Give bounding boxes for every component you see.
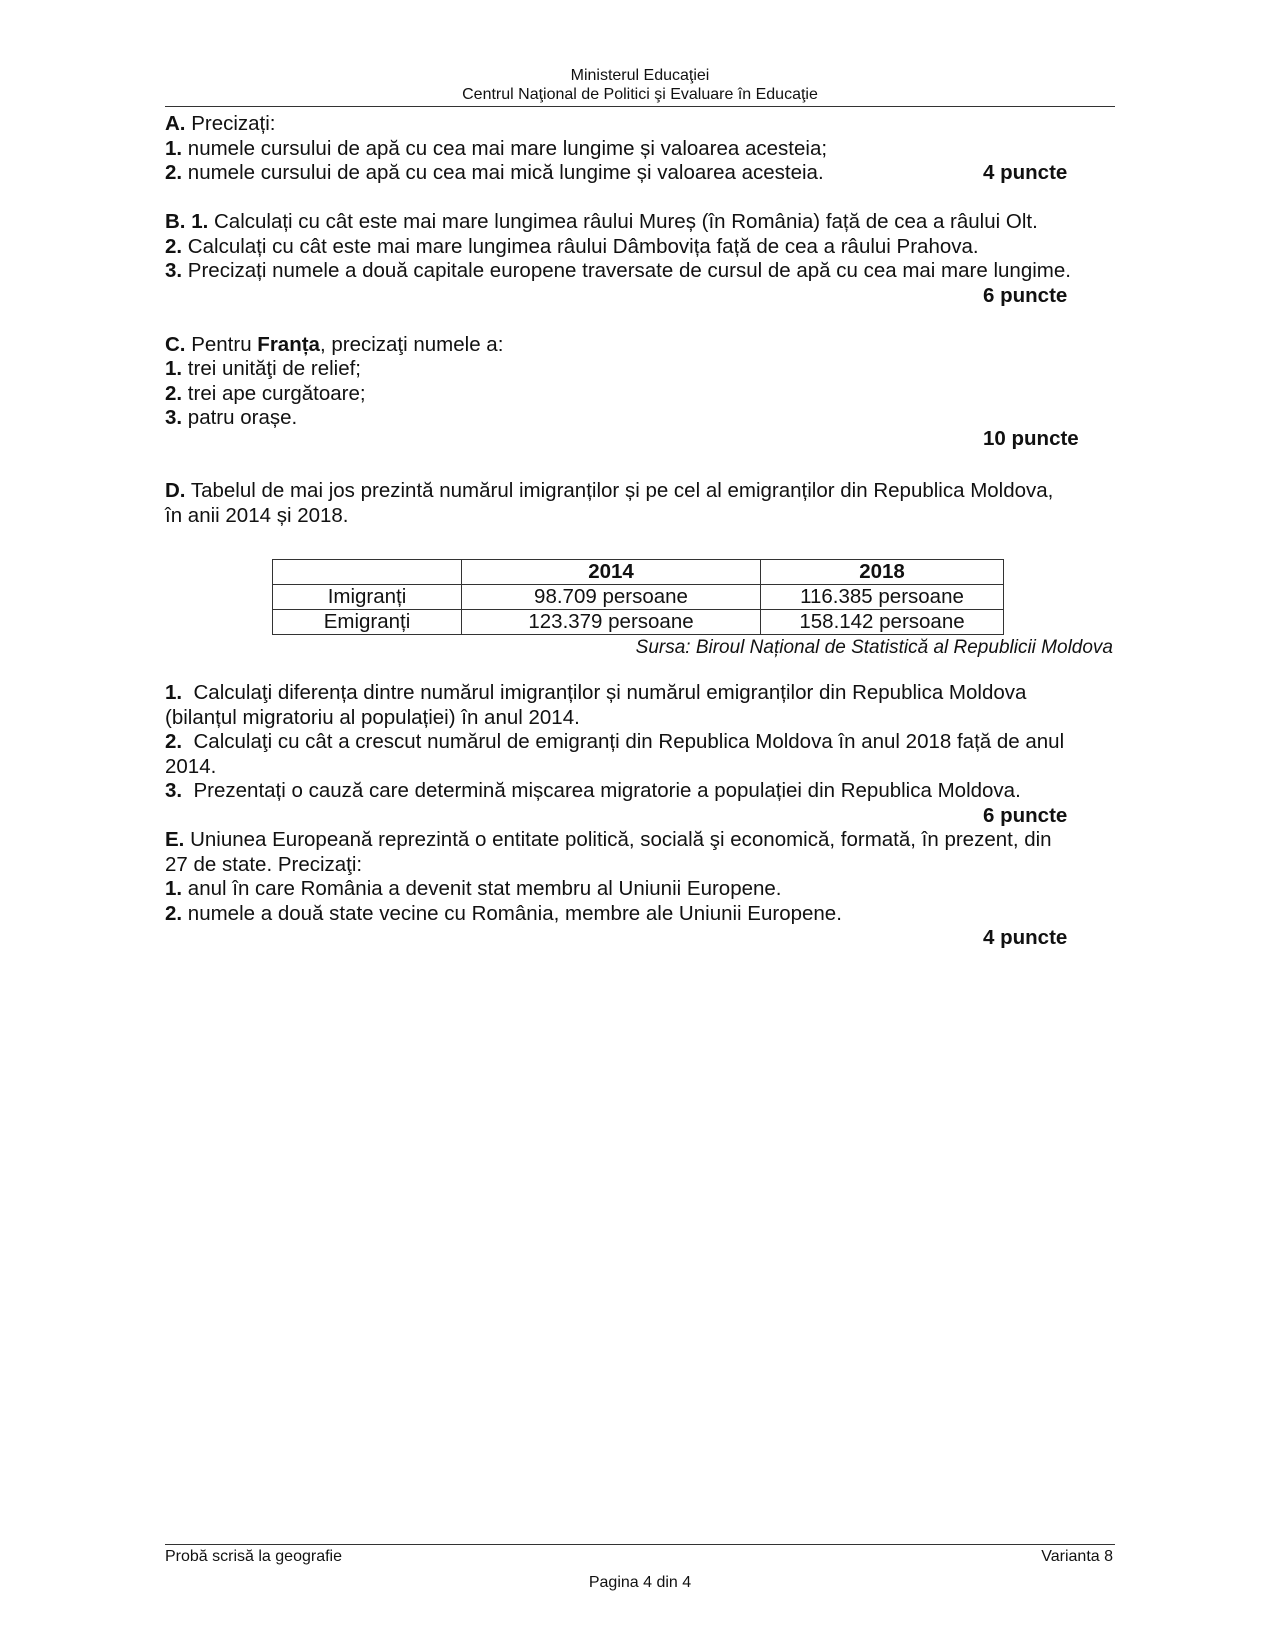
footer-divider: [165, 1544, 1115, 1545]
section-d-item-1-line-1: 1. Calculaţi diferența dintre numărul imigranților și numărul emigranților din Republica Moldova: [165, 681, 1027, 704]
table-header-row: [273, 560, 1004, 585]
table-cell: 158.142 persoane: [761, 610, 1004, 635]
section-c-points: 10 puncte: [983, 426, 1079, 450]
document-body-continued: [165, 681, 1120, 951]
section-e-item-2: 2. numele a două state vecine cu România, membre ale Uniunii Europene.: [165, 901, 842, 925]
section-d-item-2-line-1: 2. Calculaţi cu cât a crescut numărul de emigranți din Republica Moldova în anul 2018 față de anul: [165, 730, 1065, 753]
section-d-item-1-line-2: (bilanțul migratoriu al populației) în anul 2014.: [165, 705, 580, 729]
header-ministry: Ministerul Educaţiei: [570, 67, 710, 84]
table-cell: Emigranți: [273, 610, 462, 635]
table-header-2014: 2014: [462, 560, 761, 585]
table-header-2018: 2018: [761, 560, 1004, 585]
section-a-intro: A. Precizați:: [165, 112, 276, 135]
header-center: Centrul Naţional de Politici şi Evaluare în Educaţie: [462, 86, 818, 103]
section-a-item-2: 2. numele cursului de apă cu cea mai mică lungime și valoarea acesteia. 4 puncte: [165, 161, 1068, 184]
section-b-item-2: 2. Calculați cu cât este mai mare lungimea râului Dâmbovița față de cea a râului Prahova.: [165, 234, 979, 258]
section-e-intro-1: E. Uniunea Europeană reprezintă o entitate politică, socială şi economică, formată, în prezent, din: [165, 828, 1052, 851]
section-b-item-3: 3. Precizați numele a două capitale europene traversate de cursul de apă cu cea mai mare lungime.: [165, 259, 1071, 282]
section-a-points: 4 puncte: [983, 161, 1068, 184]
section-c-item-1: 1. trei unităţi de relief;: [165, 357, 362, 380]
table-cell: 116.385 persoane: [761, 585, 1004, 610]
table-source: Sursa: Biroul Național de Statistică al Republicii Moldova: [635, 637, 1113, 658]
footer-exam-title: Probă scrisă la geografie: [165, 1548, 342, 1565]
section-c-intro: C. Pentru Franța, precizaţi numele a:: [165, 332, 504, 356]
table-header-empty: [273, 560, 462, 585]
section-d-intro-2: în anii 2014 și 2018.: [165, 503, 349, 527]
section-c-item-2: 2. trei ape curgătoare;: [165, 381, 366, 405]
table-cell: Imigranți: [273, 585, 462, 610]
section-d-points: 6 puncte: [983, 803, 1068, 827]
document-header: [165, 66, 1115, 104]
header-divider: [165, 106, 1115, 107]
table-cell: 98.709 persoane: [462, 585, 761, 610]
section-d-item-2-line-2: 2014.: [165, 754, 217, 778]
section-c-item-3: 3. patru orașe.: [165, 406, 298, 429]
table-row: [273, 610, 1004, 635]
section-a-item-1: 1. numele cursului de apă cu cea mai mare lungime și valoarea acesteia;: [165, 136, 828, 160]
migration-table: [272, 559, 1004, 635]
section-d-intro-1: D. Tabelul de mai jos prezintă numărul imigranților și pe cel al emigranților din Republica Moldova,: [165, 479, 1054, 502]
section-e-points: 4 puncte: [983, 926, 1068, 949]
section-d-item-3: 3. Prezentați o cauză care determină mișcarea migratorie a populației din Republica Moldova.: [165, 779, 1021, 802]
section-b-points: 6 puncte: [983, 283, 1068, 307]
section-b-item-1: B. 1. Calculați cu cât este mai mare lungimea râului Mureș (în România) față de cea a râului Olt.: [165, 210, 1038, 233]
document-body: [165, 112, 1120, 528]
table-cell: 123.379 persoane: [462, 610, 761, 635]
footer-variant: Varianta 8: [1041, 1548, 1113, 1565]
section-e-item-1: 1. anul în care România a devenit stat membru al Uniunii Europene.: [165, 877, 782, 900]
footer-page-number: Pagina 4 din 4: [588, 1574, 692, 1591]
section-e-intro-2: 27 de state. Precizaţi:: [165, 852, 363, 876]
table-row: [273, 585, 1004, 610]
